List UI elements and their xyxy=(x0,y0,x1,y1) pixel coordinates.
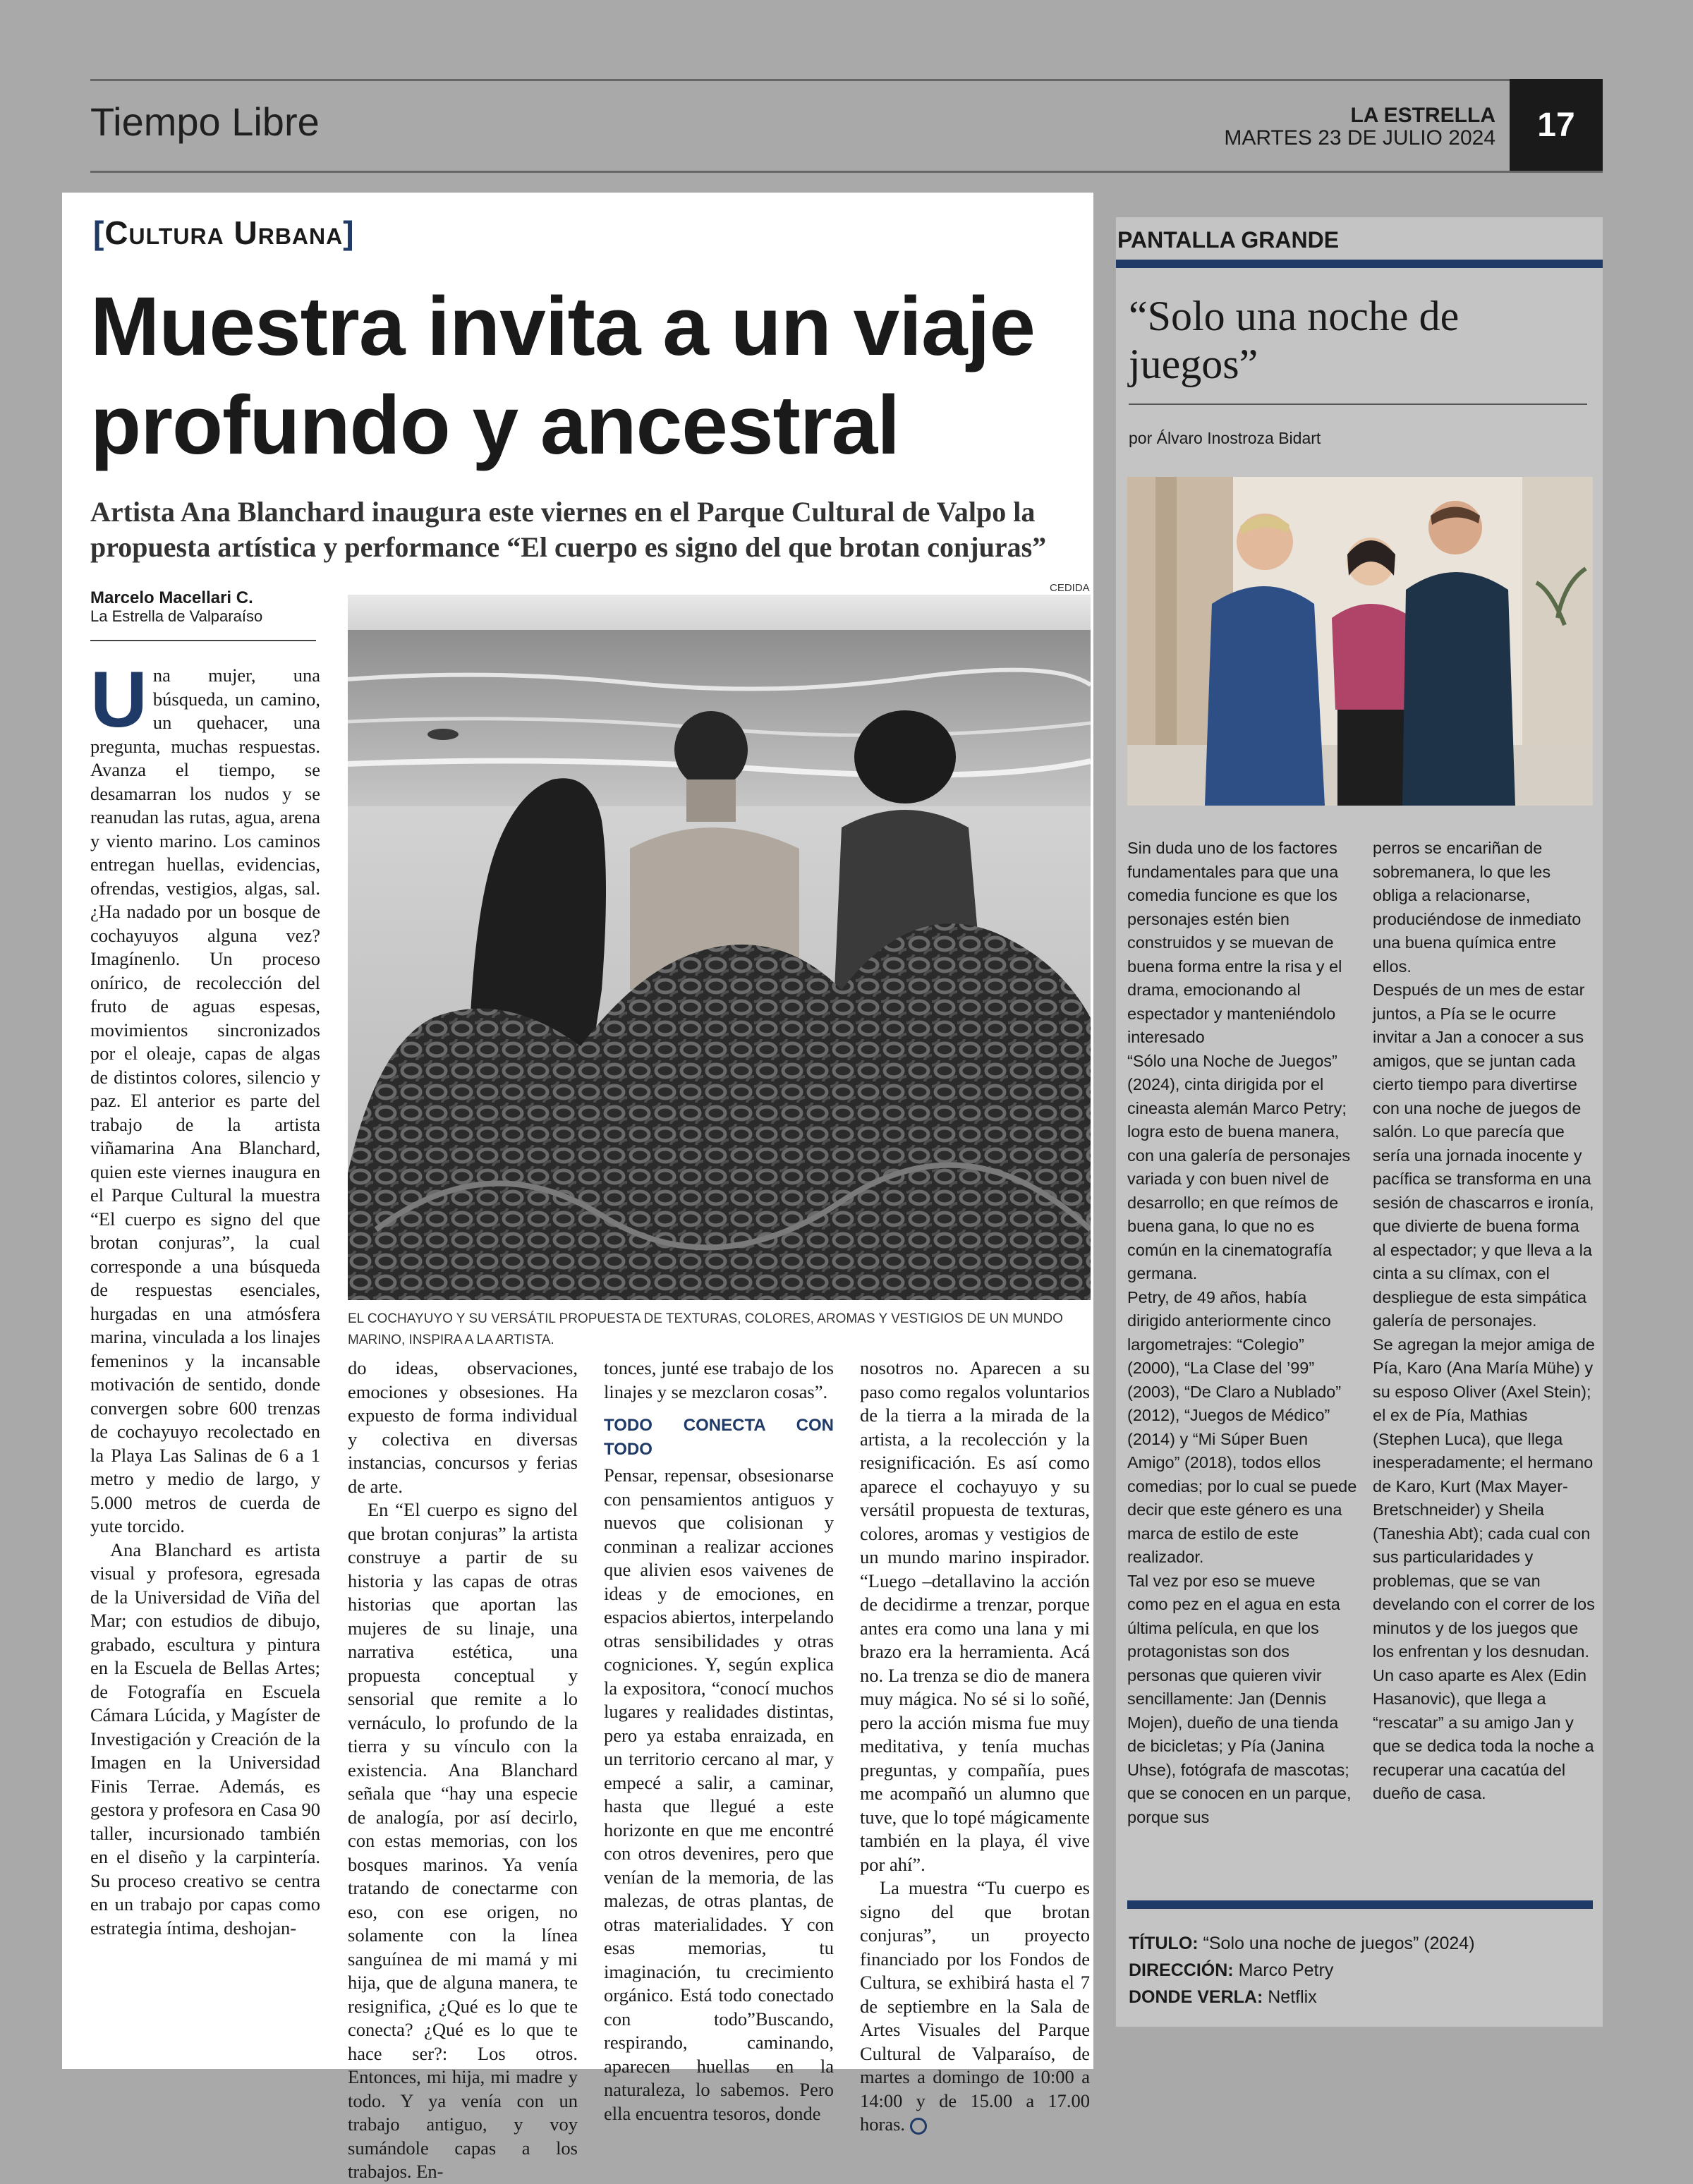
sidebar-column-1-paragraph-3: Petry, de 49 años, había dirigido anteriormente cinco largometrajes: “Colegio” (2000), “La Clase del ’99” (2003), “De Claro a Nublado” (2012), “Juegos de Médico” (2014) y “Mi Súper Buen Amigo” (2018), todos ellos comedias; por lo cual se puede decir que este género es una marca de estilo de este realizador. xyxy=(1127,1287,1357,1566)
sidebar-tag: PANTALLA GRANDE xyxy=(1117,227,1340,253)
info-direction-value: Marco Petry xyxy=(1238,1960,1334,1980)
photo-credit: CEDIDA xyxy=(1050,582,1090,594)
sidebar-info-rule xyxy=(1127,1900,1593,1909)
author-outlet: La Estrella de Valparaíso xyxy=(90,607,263,625)
section-title: Tiempo Libre xyxy=(90,99,320,144)
info-title-label: TÍTULO: xyxy=(1129,1934,1199,1953)
column-3-paragraph-1: tonces, junté ese trabajo de los linajes y se mezclaron cosas”. xyxy=(604,1357,834,1402)
sidebar-column-2 xyxy=(1373,837,1596,1806)
sidebar-column-2-paragraph-3: Se agregan la mejor amiga de Pía, Karo (Ana María Mühe) y su esposo Oliver (Axel Stein); el ex de Pía, Mathias (Stephen Luca), que llega inesperadamente; el hermano de Karo, Kurt (Max Mayer-Bretschneider) y Sheila (Taneshia Abt); cada cual con sus particularidades y problemas, que se van develando con el correr de los minutos y de los juegos que los enfrentan y los desnudan. Un caso aparte es Alex (Edin Hasanovic), que llega a “rescatar” a su amigo Jan y que se dedica toda la noche a recuperar una cacatúa del dueño de casa. xyxy=(1373,1335,1595,1802)
sidebar-column-1 xyxy=(1127,837,1360,1829)
sidebar-column-1-paragraph-2: “Sólo una Noche de Juegos” (2024), cinta dirigida por el cineasta alemán Marco Petry; logra esto de buena manera, con una galería de personajes variada y con buen nivel de desarrollo; en que reímos de buena gana, lo que no es común en la cinematografía germana. xyxy=(1127,1051,1351,1282)
sidebar-title-rule xyxy=(1129,404,1587,405)
kicker-text: Cultura Urbana xyxy=(104,214,344,251)
info-direction-label: DIRECCIÓN: xyxy=(1129,1960,1234,1980)
sidebar-rule xyxy=(1116,260,1603,268)
column-4-paragraph-1: nosotros no. Aparecen a su paso como regalos voluntarios de la tierra a la mirada de la artista, a la recolección y la resignificación. Es así como aparece el cochayuyo y su versátil propuesta de texturas, colores, aromas y vestigios de un mundo marino inspirador. “Luego –detallavino la acción de decidirme a trenzar, porque antes era como una lana y mi brazo era la herramienta. Acá no. La trenza se dio de manera muy mágica. No sé si lo soñé, pero la acción misma fue muy meditativa, y tenía muchas preguntas, y compañía, pues me acompañó un alumno que tuve, que lo topé mágicamente también en la playa, él vive por ahí”. xyxy=(860,1357,1090,1875)
column-2-paragraph-2: En “El cuerpo es signo del que brotan conjuras” la artista construye a partir de su historia y las capas de otras historias que aportan las mujeres de su linaje, una narrativa estética, una propuesta conceptual y sensorial que remite a lo vernáculo, lo profundo de la tierra y su vínculo con la existencia. Ana Blanchard señala que “hay una especie de analogía, por así decirlo, con estas memorias, con los bosques marinos. Ya venía tratando de conectarme con eso, con ese origen, no solamente con la línea sanguínea de mi mamá y mi hija, que de alguna manera, te resignifica, ¿Qué es lo que te conecta? ¿Qué es lo que te hace ser?: Los otros. Entonces, mi hija, mi madre y todo. Y ya venía con un trabajo antiguo, y voy sumándole capas a los trabajos. En- xyxy=(348,1499,578,2182)
column-4-paragraph-2: La muestra “Tu cuerpo es signo del que brotan conjuras”, un proyecto financiado por los Fondos de Cultura, se exhibirá hasta el 7 de septiembre en la Sala de Artes Visuales del Parque Cultural de Valparaíso, de martes a domingo de 10:00 a 14:00 y de 15.00 a 17.00 horas. xyxy=(860,1877,1090,2135)
header-rule xyxy=(90,171,1603,173)
column-2-paragraph-1: do ideas, observaciones, emociones y obsesiones. Ha expuesto de forma individual y colectiva en diversas instancias, concursos y ferias de arte. xyxy=(348,1357,578,1497)
sidebar-column-2-paragraph-1: perros se encariñan de sobremanera, lo que les obliga a relacionarse, produciéndose de inmediato una buena química entre ellos. xyxy=(1373,839,1582,976)
article-column-3 xyxy=(604,1357,834,2125)
column-3-paragraph-2: Pensar, repensar, obsesionarse con pensamientos antiguos y nuevos que colisionan y conminan a realizar acciones que alivien esos vaivenes de ideas y de emociones, en espacios abiertos, interpelando otras sensibilidades y otras cogniciones. Y, según explica la expositora, “conocí muchos lugares y realidades distintas, pero ya estaba enraizada, en un territorio cercano al mar, y empecé a salir, a caminar, hasta que llegué a este horizonte en que me encontré con otros devenires, pero que venían de la memoria, de las malezas, de otras plantas, de otras materialidades. Y con esas memorias, tu imaginación, tu crecimiento orgánico. Está todo conectado con todo”Buscando, respirando, caminando, aparecen huellas en la naturaleza, lo sabemos. Pero ella encuentra tesoros, donde xyxy=(604,1464,834,2124)
main-article xyxy=(62,193,1093,2182)
sidebar-column-1-paragraph-1: Sin duda uno de los factores fundamentales para que una comedia funcione es que los personajes estén bien construidos y se muevan de buena forma entre la risa y el drama, emocionando al espectador y manteniéndolo interesado xyxy=(1127,839,1342,1046)
page-number: 17 xyxy=(1510,79,1603,171)
sidebar-column-1-paragraph-4: Tal vez por eso se mueve como pez en el agua en esta última película, en que los protagonistas son dos personas que quieren vivir sencillamente: Jan (Dennis Mojen), dueño de una tienda de bicicletas; y Pía (Janina Uhse), fotógrafa de mascotas; que se conocen en un parque, porque sus xyxy=(1127,1571,1352,1826)
headline: Muestra invita a un viaje profundo y ancestral xyxy=(90,280,1036,472)
dropcap: U xyxy=(90,655,147,744)
byline xyxy=(90,589,316,641)
photo-caption: EL COCHAYUYO Y SU VERSÁTIL PROPUESTA DE TEXTURAS, COLORES, AROMAS Y VESTIGIOS DE UN MUNDO MARINO, INSPIRA A LA ARTISTA. xyxy=(348,1311,1063,1347)
info-where-label: DONDE VERLA: xyxy=(1129,1987,1263,2007)
sidebar-column-2-paragraph-2: Después de un mes de estar juntos, a Pía se le ocurre invitar a Jan a conocer a sus amigos, que se juntan cada cierto tiempo para divertirse con una noche de juegos de salón. Lo que parecía que sería una jornada inocente y pacífica se transforma en una sesión de chascarros e ironía, que divierte de buena forma al espectador; y que lleva a la cinta a su clímax, con el despliegue de esta simpática galería de personajes. xyxy=(1373,981,1594,1330)
column-1-paragraph-1: na mujer, una búsqueda, un camino, un quehacer, una pregunta, muchas respuestas. Avanza el tiempo, se desamarran los nudos y se reanudan las rutas, agua, arena y viento marino. Los caminos entregan huellas, evidencias, ofrendas, vestigios, algas, sal. ¿Ha nadado por un bosque de cochayuyos alguna vez? Imagínenlo. Un proceso onírico, de recolección del fruto de aguas espesas, movimientos sincronizados por el oleaje, capas de algas de distintos colores, silencio y paz. El anterior es parte del trabajo de la artista viñamarina Ana Blanchard, quien este viernes inaugura en el Parque Cultural la muestra “El cuerpo es signo del que brotan conjuras”, la cual corresponde a una búsqueda de respuestas esenciales, hurgadas en una atmósfera marina, vinculada a los linajes femeninos y la incansable motivación de sentido, donde convergen sobre 600 trenzas de cochayuyo recolectado en la Playa Las Salinas de 6 a 1 metro y medio de largo, y 5.000 metros de cuerda de yute torcido. xyxy=(90,665,320,1536)
column-1-paragraph-2: Ana Blanchard es artista visual y profesora, egresada de la Universidad de Viña del Mar; con estudios de dibujo, grabado, escultura y pintura en la Escuela de Bellas Artes; de Fotografía en Escuela Cámara Lúcida, y Magíster de Investigación y Creación de la Imagen en la Universidad Finis Terrae. Además, es gestora y profesora en Casa 90 taller, incursionado también en el diseño y la carpintería. Su proceso creativo se centra en un trabajo por capas como estrategia íntima, deshojan- xyxy=(90,1539,320,1939)
deck: Artista Ana Blanchard inaugura este viernes en el Parque Cultural de Valpo la propuesta artística y performance “El cuerpo es signo del que brotan conjuras” xyxy=(90,496,1047,563)
publication-date: MARTES 23 DE JULIO 2024 xyxy=(1224,126,1495,150)
sidebar-author: por Álvaro Inostroza Bidart xyxy=(1129,429,1321,447)
article-column-4 xyxy=(860,1357,1090,2137)
info-title-value: “Solo una noche de juegos” (2024) xyxy=(1203,1934,1475,1953)
review-sidebar xyxy=(1116,217,1603,2027)
author-name: Marcelo Macellari C. xyxy=(90,588,253,607)
article-column-1 xyxy=(90,655,320,1940)
masthead xyxy=(1224,104,1495,150)
sidebar-title: “Solo una noche de juegos” xyxy=(1129,293,1460,387)
top-rule xyxy=(90,79,1603,81)
info-where-value: Netflix xyxy=(1268,1987,1317,2007)
publication-name: LA ESTRELLA xyxy=(1350,104,1495,127)
subheading: TODO CONECTA CON TODO xyxy=(604,1416,834,1459)
article-column-2 xyxy=(348,1357,578,2184)
film-still-photo xyxy=(1127,477,1593,806)
kicker: [Cultura Urbana] xyxy=(93,214,355,251)
end-mark-icon xyxy=(910,2118,927,2135)
film-info-box xyxy=(1129,1930,1475,2010)
article-photo xyxy=(348,595,1091,1300)
